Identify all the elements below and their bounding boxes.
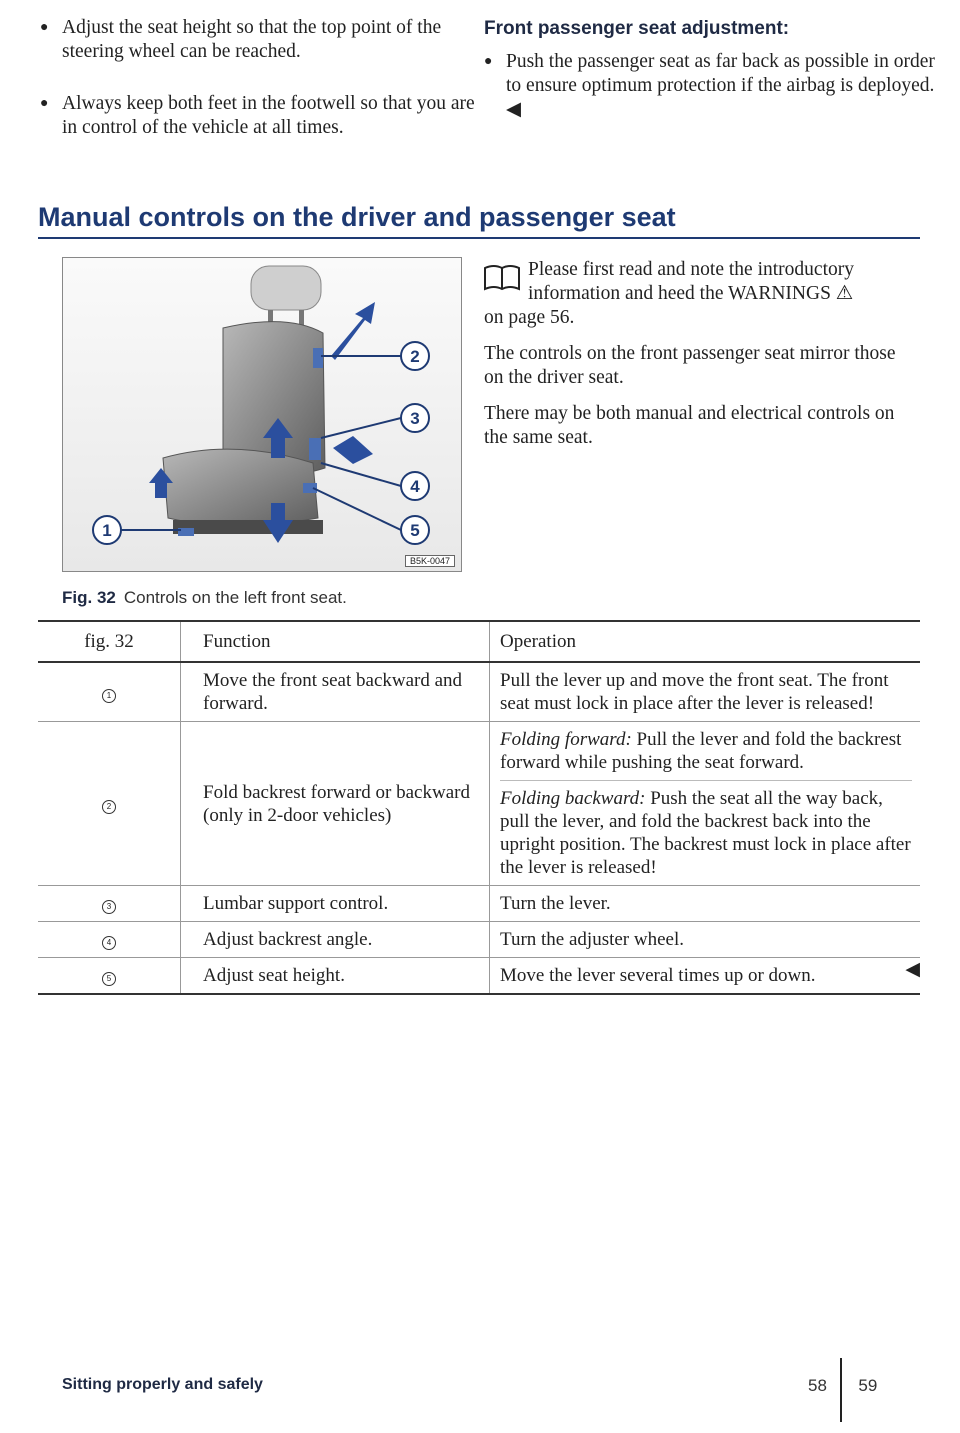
header-operation: Operation <box>490 621 921 662</box>
bullet-passenger-seat <box>484 50 946 122</box>
callout-1 <box>93 516 121 544</box>
seat-illustration <box>63 258 461 571</box>
row-operation: Turn the lever. <box>490 886 921 922</box>
warning-icon: ⚠ <box>835 283 854 304</box>
bullet-feet-footwell <box>40 92 482 140</box>
table-row <box>38 886 920 922</box>
end-marker-icon: ◀ <box>905 959 920 980</box>
operation-folding-forward <box>500 728 912 781</box>
seat-figure <box>62 257 462 572</box>
intro-line-1: Please first read and note the introductory <box>528 259 854 280</box>
callout-4 <box>401 472 429 500</box>
row-operation: Pull the lever up and move the front seat. The front seat must lock in place after the lever is released! <box>490 662 921 722</box>
callout-label-2: 2 <box>410 347 420 366</box>
end-marker-icon: ◀ <box>506 99 521 120</box>
row-function: Adjust seat height. <box>181 958 490 995</box>
callout-label-5: 5 <box>410 521 420 540</box>
bullet-text: Push the passenger seat as far back as possible in order to ensure optimum protection if the airbag is deployed. <box>506 51 935 96</box>
operation-text: Pull the lever and fold the backrest forward while pushing the seat forward. <box>500 729 902 773</box>
operation-folding-backward <box>500 787 912 879</box>
callout-3 <box>401 404 429 432</box>
row-operation: Turn the adjuster wheel. <box>490 922 921 958</box>
header-fig: fig. 32 <box>38 621 181 662</box>
bullet-text: Adjust the seat height so that the top point of the steering wheel can be reached. <box>62 17 442 62</box>
row-number: 1 <box>102 689 116 703</box>
row-number: 2 <box>102 800 116 814</box>
bullet-seat-height <box>40 16 482 64</box>
controls-table <box>38 620 920 995</box>
intro-para-3: There may be both manual and electrical controls on the same seat. <box>484 403 895 448</box>
row-number: 4 <box>102 936 116 950</box>
passenger-heading: Front passenger seat adjustment: <box>484 18 790 39</box>
table-row <box>38 662 920 722</box>
section-title: Manual controls on the driver and passenger seat <box>38 202 920 239</box>
page-number-right: 59 <box>858 1376 878 1395</box>
row-number: 3 <box>102 900 116 914</box>
intro-line-3: on page 56. <box>484 307 575 328</box>
callout-label-1: 1 <box>102 521 112 540</box>
operation-label: Folding forward: <box>500 729 632 750</box>
intro-line-2 <box>528 282 853 306</box>
bullet-text: Always keep both feet in the footwell so that you are in control of the vehicle at all times. <box>62 93 475 138</box>
row-number: 5 <box>102 972 116 986</box>
callout-5 <box>401 516 429 544</box>
row-function: Move the front seat backward and forward. <box>181 662 490 722</box>
row-function: Adjust backrest angle. <box>181 922 490 958</box>
table-row <box>38 922 920 958</box>
operation-label: Folding backward: <box>500 788 646 809</box>
table-row <box>38 958 920 995</box>
book-icon <box>482 262 522 292</box>
table-header-row <box>38 621 920 662</box>
row-operation <box>490 958 921 995</box>
table-row <box>38 722 920 886</box>
page-numbers <box>808 1376 877 1396</box>
callout-label-3: 3 <box>410 409 420 428</box>
figure-caption-text: Controls on the left front seat. <box>123 588 347 607</box>
figure-caption-label: Fig. 32 <box>62 588 116 607</box>
callout-label-4: 4 <box>410 477 420 496</box>
figure-caption <box>62 588 347 608</box>
operation-text: Move the lever several times up or down. <box>500 965 816 986</box>
intro-line-2-text: information and heed the WARNINGS <box>528 283 831 304</box>
page-number-left: 58 <box>808 1376 827 1395</box>
header-function: Function <box>181 621 490 662</box>
callout-2 <box>401 342 429 370</box>
intro-para-2: The controls on the front passenger seat mirror those on the driver seat. <box>484 343 896 388</box>
row-operation <box>490 722 921 886</box>
figure-code: B5K-0047 <box>405 555 455 567</box>
row-function: Fold backrest forward or backward (only in 2-door vehicles) <box>181 722 490 886</box>
footer-section-title: Sitting properly and safely <box>62 1376 263 1393</box>
operation-text: Push the seat all the way back, pull the lever, and fold the backrest back into the upright position. The backrest must lock in place after the lever is released! <box>500 788 911 878</box>
row-function: Lumbar support control. <box>181 886 490 922</box>
